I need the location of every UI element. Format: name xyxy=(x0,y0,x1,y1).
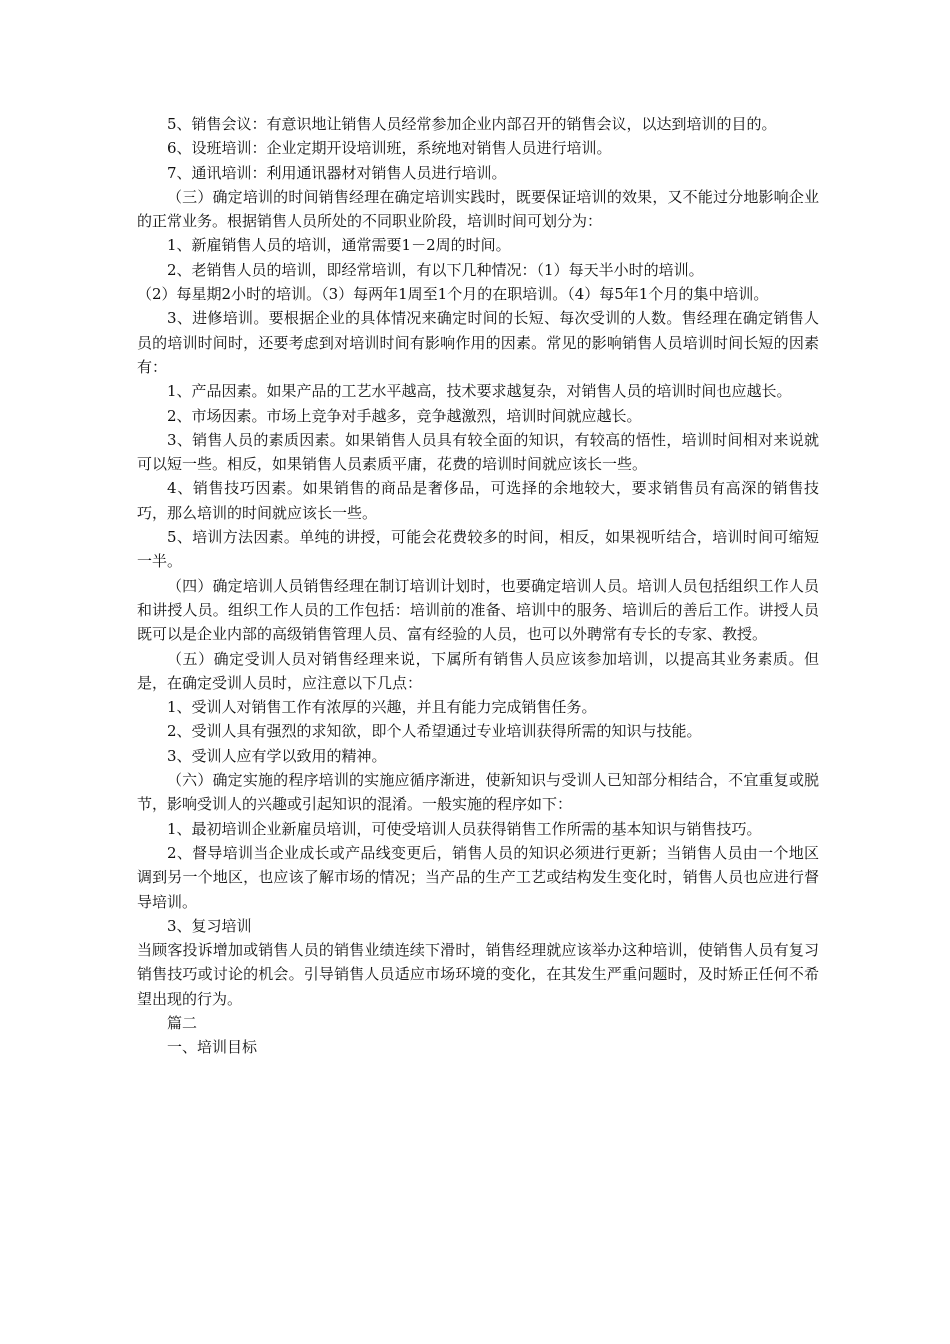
paragraph-review-training-body: 当顾客投诉增加或销售人员的销售业绩连续下滑时，销售经理就应该举办这种培训，使销售人员有复习销售技巧或讨论的机会。引导销售人员适应市场环境的变化，在其发生严重问题时，及时矫正任何不希望出现的行为。 xyxy=(137,941,819,1008)
paragraph-class-training: 6、设班培训：企业定期开设培训班，系统地对销售人员进行培训。 xyxy=(167,139,612,158)
paragraph-product-factor: 1、产品因素。如果产品的工艺水平越高，技术要求越复杂，对销售人员的培训时间也应越长。 xyxy=(167,382,792,401)
paragraph-skill-factor: 4、销售技巧因素。如果销售的商品是奢侈品，可选择的余地较大，要求销售员有高深的销售技巧，那么培训的时间就应该长一些。 xyxy=(137,479,819,522)
paragraph-trainee-interest: 1、受训人对销售工作有浓厚的兴趣，并且有能力完成销售任务。 xyxy=(167,698,597,717)
paragraph-section-6-procedure: （六）确定实施的程序培训的实施应循序渐进，使新知识与受训人已知部分相结合，不宜重复或脱节，影响受训人的兴趣或引起知识的混淆。一般实施的程序如下： xyxy=(137,771,819,814)
paragraph-new-hire-training: 1、新雇销售人员的培训，通常需要1－2周的时间。 xyxy=(167,236,511,255)
paragraph-section-3-training-time: （三）确定培训的时间销售经理在确定培训实践时，既要保证培训的效果，又不能过分地影响企业的正常业务。根据销售人员所处的不同职业阶段，培训时间可划分为： xyxy=(137,187,819,231)
section-heading-part-two: 篇二 xyxy=(167,1013,198,1032)
paragraph-communication-training: 7、通讯培训：利用通讯器材对销售人员进行培训。 xyxy=(167,163,507,182)
paragraph-supervision-training: 2、督导培训当企业成长或产品线变更后，销售人员的知识必须进行更新；当销售人员由一个地区调到另一个地区，也应该了解市场的情况；当产品的生产工艺或结构发生变化时，销售人员也应进行督导培训。 xyxy=(137,843,819,911)
paragraph-review-training-heading: 3、复习培训 xyxy=(167,916,252,935)
paragraph-trainee-curiosity: 2、受训人具有强烈的求知欲，即个人希望通过专业培训获得所需的知识与技能。 xyxy=(167,722,702,741)
paragraph-sales-meeting: 5、销售会议：有意识地让销售人员经常参加企业内部召开的销售会议，以达到培训的目的。 xyxy=(167,115,777,133)
paragraph-method-factor: 5、培训方法因素。单纯的讲授，可能会花费较多的时间，相反，如果视听结合，培训时间可缩短一半。 xyxy=(137,528,819,571)
paragraph-veteran-training-continued: （2）每星期2小时的培训。（3）每两年1周至1个月的在职培训。（4）每5年1个月的集中培训。 xyxy=(137,285,769,304)
section-heading-training-goals: 一、培训目标 xyxy=(167,1038,258,1057)
paragraph-trainee-application: 3、受训人应有学以致用的精神。 xyxy=(167,746,387,765)
paragraph-market-factor: 2、市场因素。市场上竞争对手越多，竞争越激烈，培训时间就应越长。 xyxy=(167,406,642,425)
paragraph-advanced-training: 3、进修培训。要根据企业的具体情况来确定时间的长短、每次受训的人数。售经理在确定销售人员的培训时间时，还要考虑到对培训时间有影响作用的因素。常见的影响销售人员培训时间长短的因素有： xyxy=(137,309,819,376)
paragraph-veteran-training: 2、老销售人员的培训，即经常培训，有以下几种情况：（1）每天半小时的培训。 xyxy=(167,260,704,279)
paragraph-initial-training: 1、最初培训企业新雇员培训，可使受培训人员获得销售工作所需的基本知识与销售技巧。 xyxy=(167,819,762,838)
paragraph-section-4-trainers: （四）确定培训人员销售经理在制订培训计划时，也要确定培训人员。培训人员包括组织工作人员和讲授人员。组织工作人员的工作包括：培训前的准备、培训中的服务、培训后的善后工作。讲授人员既可以是企业内部的高级销售管理人员、富有经验的人员，也可以外聘常有专长的专家、教授。 xyxy=(137,576,819,644)
document-body xyxy=(137,112,819,1060)
paragraph-quality-factor: 3、销售人员的素质因素。如果销售人员具有较全面的知识，有较高的悟性，培训时间相对来说就可以短一些。相反，如果销售人员素质平庸，花费的培训时间就应该长一些。 xyxy=(137,430,819,474)
paragraph-section-5-trainees: （五）确定受训人员对销售经理来说，下属所有销售人员应该参加培训，以提高其业务素质。但是，在确定受训人员时，应注意以下几点： xyxy=(137,649,819,692)
